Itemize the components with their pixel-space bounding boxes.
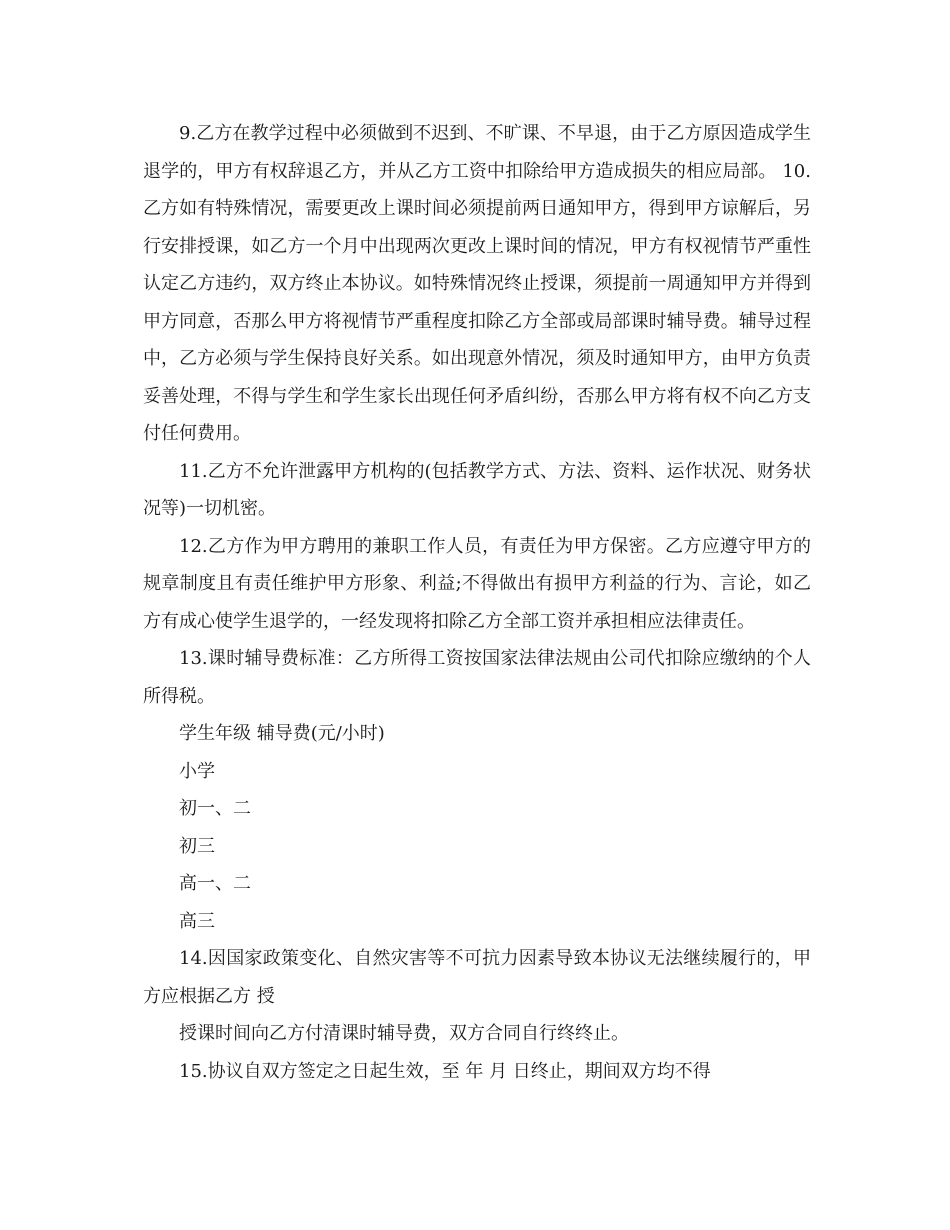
fee-table-row: 初一、二 bbox=[179, 798, 251, 819]
document-body bbox=[143, 115, 811, 1090]
fee-table-row: 小学 bbox=[179, 760, 215, 782]
clause-11: 11.乙方不允许泄露甲方机构的(包括教学方式、方法、资料、运作状况、财务状况等)一切机密。 bbox=[143, 460, 811, 519]
fee-table bbox=[143, 715, 811, 940]
clause-15: 15.协议自双方签定之日起生效，至 年 月 日终止，期间双方均不得 bbox=[179, 1060, 711, 1082]
clause-13: 13.课时辅导费标准：乙方所得工资按国家法律法规由公司代扣除应缴纳的个人所得税。 bbox=[143, 648, 811, 707]
fee-table-row: 高三 bbox=[179, 910, 215, 932]
fee-table-header: 学生年级 辅导费(元/小时) bbox=[179, 723, 385, 744]
clause-14: 14.因国家政策变化、自然灾害等不可抗力因素导致本协议无法继续履行的，甲方应根据乙方 授 bbox=[143, 948, 811, 1007]
clause-14-continuation: 授课时间向乙方付清课时辅导费，双方合同自行终终止。 bbox=[179, 1023, 629, 1044]
clause-9-10: 9.乙方在教学过程中必须做到不迟到、不旷课、不早退，由于乙方原因造成学生退学的，甲方有权辞退乙方，并从乙方工资中扣除给甲方造成损失的相应局部。 10.乙方如有特殊情况，需要更改上课时间必须提前两日通知甲方，得到甲方谅解后，另行安排授课，如乙方一个月中出现两次更改上课时间的情况，甲方有权视情节严重性认定乙方违约，双方终止本协议。如特殊情况终止授课，须提前一周通知甲方并得到甲方同意，否那么甲方将视情节严重程度扣除乙方全部或局部课时辅导费。辅导过程中，乙方必须与学生保持良好关系。如出现意外情况，须及时通知甲方，由甲方负责妥善处理，不得与学生和学生家长出现任何矛盾纠纷，否那么甲方将有权不向乙方支付任何费用。 bbox=[143, 123, 811, 444]
fee-table-row: 高一、二 bbox=[179, 873, 251, 894]
clause-12: 12.乙方作为甲方聘用的兼职工作人员，有责任为甲方保密。乙方应遵守甲方的规章制度且有责任维护甲方形象、利益;不得做出有损甲方利益的行为、言论，如乙方有成心使学生退学的，一经发现将扣除乙方全部工资并承担相应法律责任。 bbox=[143, 535, 811, 632]
fee-table-row: 初三 bbox=[179, 835, 215, 857]
